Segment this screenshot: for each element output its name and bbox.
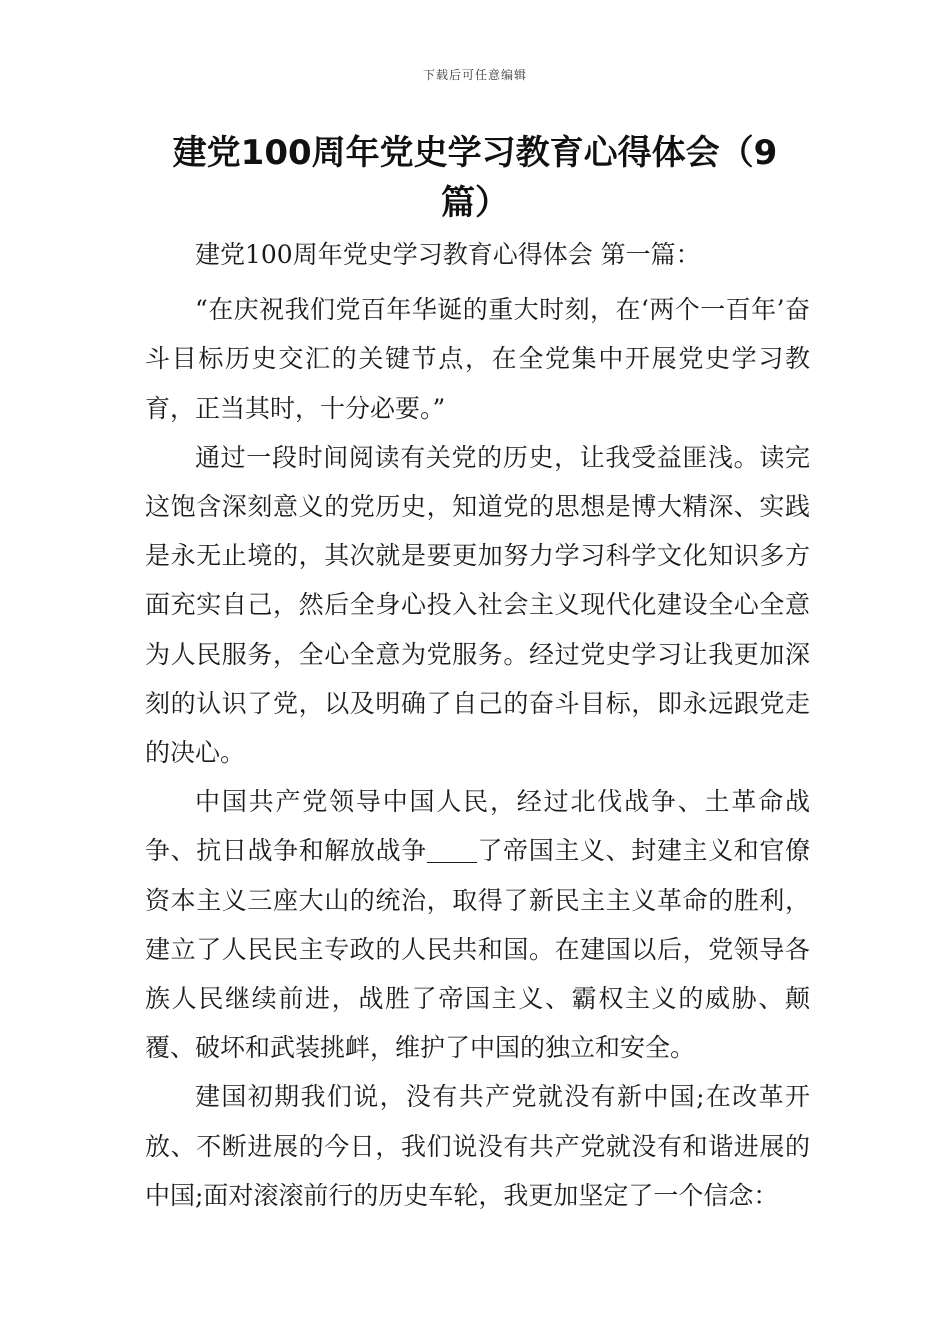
document-body	[145, 230, 810, 1220]
fill-in-blank	[427, 837, 477, 863]
paragraph-history-part2: 了帝国主义、封建主义和官僚资本主义三座大山的统治，取得了新民主主义革命的胜利，建立了人民民主专政的人民共和国。在建国以后，党领导各族人民继续前进，战胜了帝国主义、霸权主义的威胁、颠覆、破坏和武装挑衅，维护了中国的独立和安全。	[145, 836, 810, 1063]
document-title: 建党100周年党史学习教育心得体会（9篇）	[172, 133, 778, 223]
paragraph-reading: 通过一段时间阅读有关党的历史，让我受益匪浅。读完这饱含深刻意义的党历史，知道党的思想是博大精深、实践是永无止境的，其次就是要更加努力学习科学文化知识多方面充实自己，然后全身心投入社会主义现代化建设全心全意为人民服务，全心全意为党服务。经过党史学习让我更加深刻的认识了党，以及明确了自己的奋斗目标，即永远跟党走的决心。	[145, 442, 810, 768]
header-note: 下载后可任意编辑	[422, 68, 527, 82]
paragraph-history	[145, 777, 810, 1072]
section-heading: 建党100周年党史学习教育心得体会 第一篇：	[195, 240, 701, 269]
paragraph-history-part1: 中国共产党领导中国人民，经过北伐战争、土革命战争、抗日战争和解放战争	[145, 787, 810, 866]
paragraph-belief: 建国初期我们说，没有共产党就没有新中国;在改革开放、不断进展的今日，我们说没有共产党就没有和谐进展的中国;面对滚滚前行的历史车轮，我更加坚定了一个信念：	[145, 1082, 810, 1210]
paragraph-quote: “在庆祝我们党百年华诞的重大时刻，在‘两个一百年’奋斗目标历史交汇的关键节点，在全党集中开展党史学习教育，正当其时，十分必要。”	[145, 295, 810, 423]
